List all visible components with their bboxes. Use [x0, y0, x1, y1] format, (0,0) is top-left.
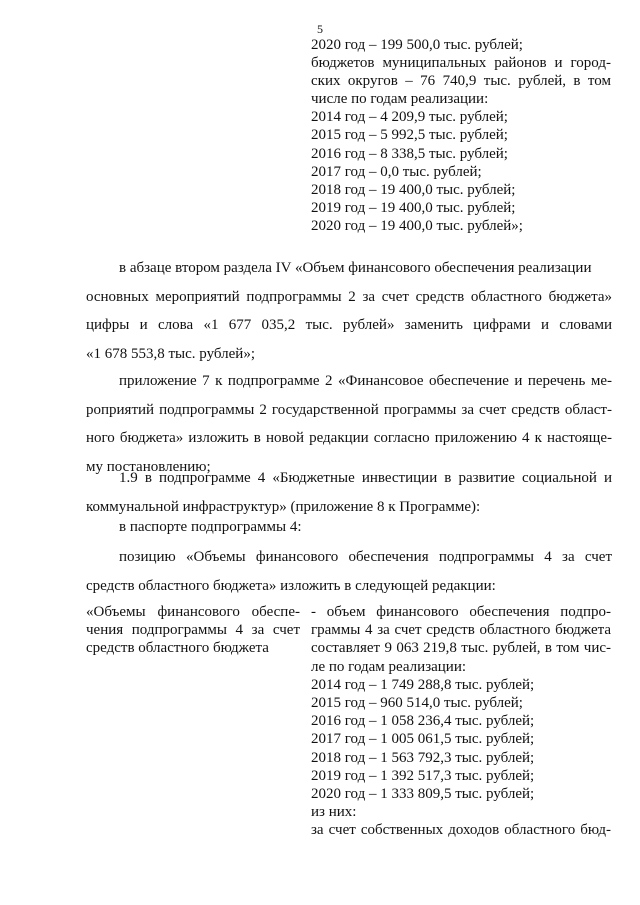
year-line: 2014 год – 1 749 288,8 тыс. рублей; — [311, 676, 535, 693]
paragraph-passport — [86, 513, 612, 542]
year-line: 2018 год – 19 400,0 тыс. рублей; — [311, 181, 516, 198]
year-line: 2019 год – 1 392 517,3 тыс. рублей; — [311, 767, 535, 784]
year-line: 2016 год – 8 338,5 тыс. рублей; — [311, 145, 508, 162]
year-line: 2015 год – 960 514,0 тыс. рублей; — [311, 695, 523, 712]
paragraph-line: 1.9 в подпрограмме 4 «Бюджетные инвестиции в развитие социальной и — [119, 470, 612, 486]
year-line: 2020 год – 19 400,0 тыс. рублей»; — [311, 217, 523, 234]
municipal-budget-line-3: числе по годам реализации: — [311, 91, 489, 108]
table-left-cell — [86, 603, 300, 657]
year-line: 2016 год – 1 058 236,4 тыс. рублей; — [311, 713, 535, 730]
paragraph-line: цифры и слова «1 677 035,2 тыс. рублей» заменить цифрами и словами — [86, 317, 612, 333]
paragraph-line: «1 678 553,8 тыс. рублей»; — [86, 345, 255, 362]
paragraph-line: в паспорте подпрограммы 4: — [119, 519, 302, 535]
left-cell-line: средств областного бюджета — [86, 640, 269, 656]
year-line: 2015 год – 5 992,5 тыс. рублей; — [311, 127, 508, 144]
paragraph-position — [86, 543, 612, 600]
right-cell-line: граммы 4 за счет средств областного бюджета — [311, 622, 611, 639]
right-cell-line: за счет собственных доходов областного бюд- — [311, 822, 611, 839]
year-line: 2017 год – 1 005 061,5 тыс. рублей; — [311, 731, 535, 748]
left-cell-line: «Объемы финансового обеспе- — [86, 604, 300, 620]
paragraph-line: средств областного бюджета» изложить в следующей редакции: — [86, 577, 496, 594]
right-cell-line: ле по годам реализации: — [311, 658, 467, 675]
table-right-cell — [311, 603, 611, 840]
paragraph-line: основных мероприятий подпрограммы 2 за счет средств областного бюджета» — [86, 288, 612, 305]
left-cell-line: чения подпрограммы 4 за счет — [86, 622, 300, 638]
funding-continuation-block — [311, 36, 611, 235]
year-line: 2018 год – 1 563 792,3 тыс. рублей; — [311, 749, 535, 766]
right-cell-line: - объем финансового обеспечения подпро- — [311, 604, 611, 620]
paragraph-line: ного бюджета» изложить в новой редакции согласно приложению 4 к настояще- — [86, 430, 612, 446]
year-line: 2014 год – 4 209,9 тыс. рублей; — [311, 109, 508, 126]
paragraph-line: приложение 7 к подпрограмме 2 «Финансовое обеспечение и перечень ме- — [119, 373, 612, 389]
year-line: 2017 год – 0,0 тыс. рублей; — [311, 163, 482, 180]
paragraph-line: коммунальной инфраструктур» (приложение 8 к Программе): — [86, 498, 481, 515]
municipal-budget-line-2: ских округов – 76 740,9 тыс. рублей, в том — [311, 73, 611, 90]
year-line: 2020 год – 1 333 809,5 тыс. рублей; — [311, 786, 535, 803]
paragraph-line: в абзаце втором раздела IV «Объем финансового обеспечения реализации — [119, 260, 592, 276]
right-cell-line: составляет 9 063 219,8 тыс. рублей, в том чис- — [311, 640, 611, 657]
page-number: 5 — [317, 22, 323, 36]
municipal-budget-line-1: бюджетов муниципальных районов и город- — [311, 55, 611, 72]
paragraph-line: му постановлению; — [86, 458, 211, 475]
paragraph-line: позицию «Объемы финансового обеспечения подпрограммы 4 за счет — [119, 549, 612, 565]
paragraph-line: роприятий подпрограммы 2 государственной программы за счет средств област- — [86, 401, 612, 418]
year-line: 2019 год – 19 400,0 тыс. рублей; — [311, 199, 516, 216]
year-2020-total-line: 2020 год – 199 500,0 тыс. рублей; — [311, 37, 523, 53]
paragraph-section-iv — [86, 254, 612, 368]
right-cell-line: из них: — [311, 804, 357, 821]
